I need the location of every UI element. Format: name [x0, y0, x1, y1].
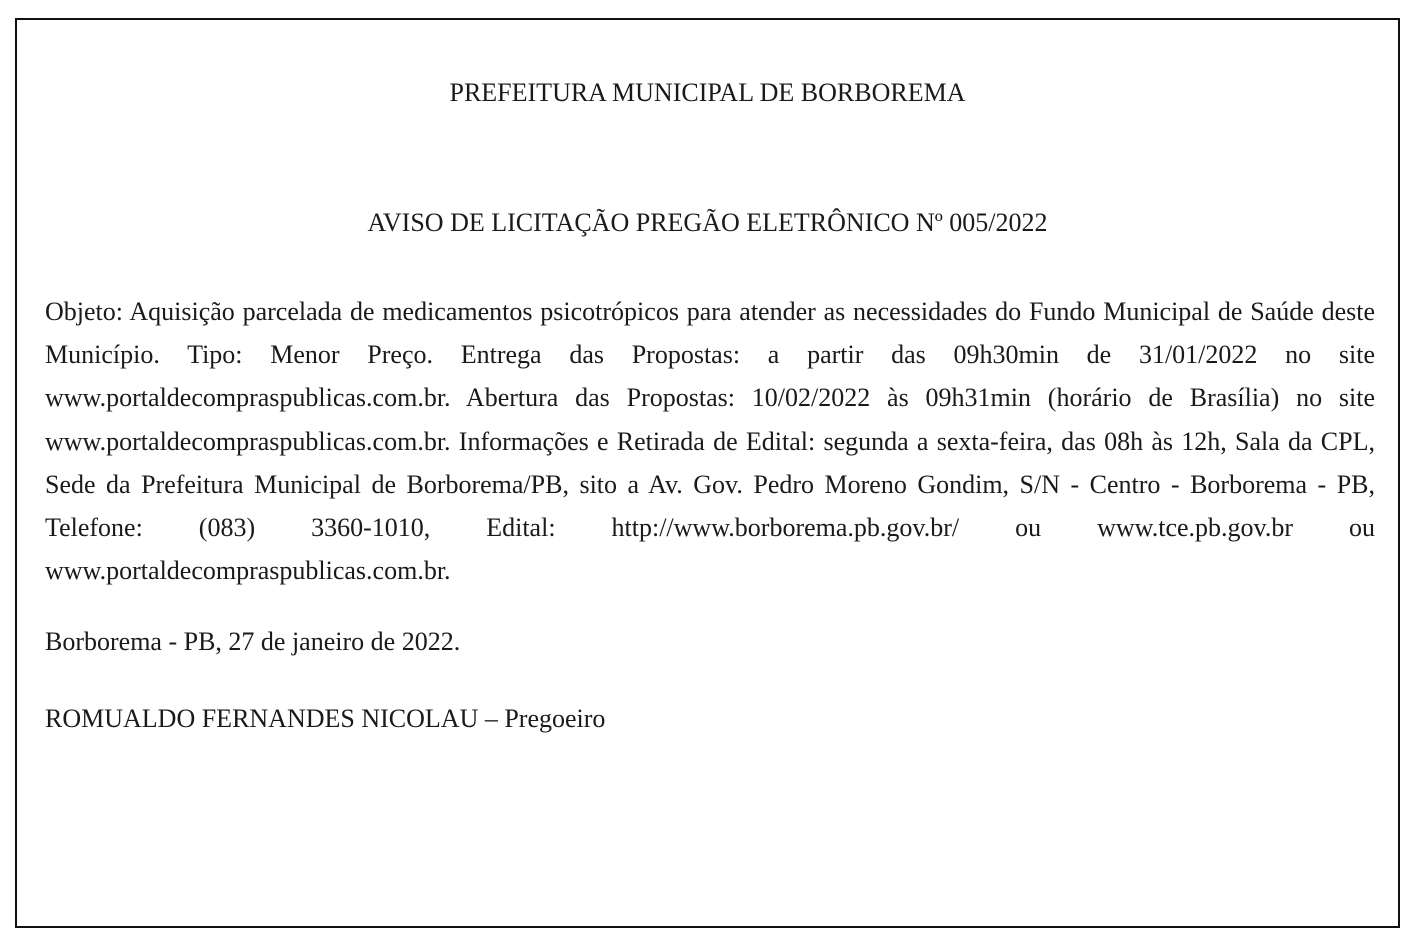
notice-body: Objeto: Aquisição parcelada de medicamentos psicotrópicos para atender as necessidades do Fundo Municipal de Saúde deste Município. Tipo: Menor Preço. Entrega das Propostas: a partir das 09h30min de 31/01/2022 no site www.portaldecompraspublicas.com.br. Abertura das Propostas: 10/02/2022 às 09h31min (horário de Brasília) no site www.portaldecompraspublicas.com.br. Informações e Retirada de Edital: segunda a sexta-feira, das 08h às 12h, Sala da CPL, Sede da Prefeitura Municipal de Borborema/PB, sito a Av. Gov. Pedro Moreno Gondim, S/N - Centro - Borborema - PB, Telefone: (083) 3360-1010, Edital: http://www.borborema.pb.gov.br/ ou www.tce.pb.gov.br ou www.portaldecompraspublicas.com.br. — [45, 297, 1375, 586]
date-line: Borborema - PB, 27 de janeiro de 2022. — [45, 627, 461, 656]
notice-frame — [15, 18, 1400, 928]
signature-line: ROMUALDO FERNANDES NICOLAU – Pregoeiro — [45, 704, 606, 733]
municipality-header: PREFEITURA MUNICIPAL DE BORBOREMA — [449, 78, 966, 107]
notice-title: AVISO DE LICITAÇÃO PREGÃO ELETRÔNICO Nº 005/2022 — [367, 208, 1048, 237]
